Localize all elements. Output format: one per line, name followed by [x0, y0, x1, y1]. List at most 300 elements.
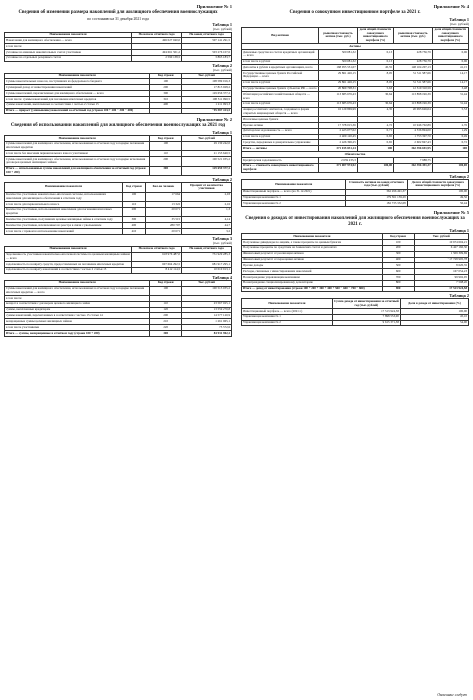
cell-value: 1,29: [432, 128, 468, 134]
row-label: задолженность по возврату накоплений в соответствии с частью 2 статьи 15: [5, 267, 132, 273]
cell-value: 300: [150, 330, 182, 336]
cell-value: 20 671: [145, 207, 181, 216]
row-label: Суммы накоплений для жилищного обеспечения, использованных в отчетном году в порядке исполнения договоров целевых жилищных займов: [5, 157, 150, 166]
cell-value: 16 129 869,99: [319, 107, 358, 116]
column-header: На конец отчетного года: [182, 32, 232, 38]
column-header: Стоимость активов на конец отчетного года (тыс. рублей): [346, 180, 407, 189]
cell-value: 7 898 553,00: [332, 314, 400, 320]
cell-value: 400: [123, 223, 146, 229]
cell-value: 113 685 676,43: [319, 92, 358, 101]
cell-value: 4,14: [182, 217, 232, 223]
table-number: Таблица 1: [212, 129, 232, 135]
cell-value: 13 322: [145, 201, 181, 207]
row-label: Итого — суммы, возвращенные в отчетном году (строки 100 + 200): [5, 330, 150, 336]
cell-value: 168 955 551,07: [319, 65, 358, 71]
row-label: Вознаграждение управляющим компаниям: [242, 274, 383, 280]
table-number: Таблица 3: [212, 235, 232, 241]
table-number: Таблица 2: [449, 174, 469, 180]
cell-value: −17 728 905,78: [414, 257, 468, 263]
row-label: в том числе участниками: [5, 325, 150, 331]
cell-value: 35 515: [145, 217, 181, 223]
row-label: учтенные на отдельных резервных счетах: [5, 55, 132, 61]
table-row: [5, 108, 232, 114]
row-label: задолженность по возврату средств, предоставленных на погашение ипотечных кредитов: [5, 262, 132, 268]
row-label: Дебиторская задолженность — всего: [242, 128, 319, 134]
right-column: [241, 4, 469, 326]
data-table: [241, 298, 469, 326]
cell-value: 731 929 285,3: [182, 252, 232, 261]
cell-value: 99 992,95: [414, 274, 468, 280]
cell-value: −95 587 413,5: [182, 108, 232, 114]
cell-value: 228 756,79: [394, 50, 433, 59]
cell-value: 182 735 332,08: [346, 201, 407, 207]
cell-value: 179 561 159,29: [346, 195, 407, 201]
section-label: Обязательства: [242, 152, 469, 158]
cell-value: 0,06: [432, 59, 468, 65]
section-title: Сведения об использовании накоплений для жилищного обеспечения военнослужащих за 2021 год: [10, 123, 226, 129]
cell-value: 362 396 491,37: [394, 163, 433, 172]
row-label: Средства, переданные в доверительное управление: [242, 140, 319, 146]
row-label: Итого — доход от инвестирования (строки 100 + 200 + 300 + 400 + 500 − 600 − 700 − 800): [242, 286, 383, 292]
row-label: Управляющая компания № 2: [242, 320, 333, 326]
portfolio-table: [241, 27, 469, 174]
appendix-label: Приложение № 4: [433, 4, 469, 9]
column-header: Наименование показателя: [5, 73, 150, 79]
table-row: [5, 286, 232, 295]
cell-value: 14 577 120,9: [182, 313, 232, 319]
table-number: Таблица 2: [212, 177, 232, 183]
cell-value: 7 598,20: [414, 280, 468, 286]
cell-value: 700: [382, 274, 414, 280]
data-table: [4, 182, 232, 235]
row-label: Итого — использованные суммы накоплений для жилищного обеспечения за отчетный год (строки 100 + 200): [5, 166, 150, 175]
table-number: Таблица 1: [449, 228, 469, 234]
cell-value: 2 426 396,25: [319, 140, 358, 146]
cell-value: 0,49: [432, 134, 468, 140]
row-label: возврат в соответствии с договором целевого жилищного займа: [5, 301, 150, 307]
cell-value: 371 007 974,92: [319, 163, 358, 172]
column-header: Доля в доходе от инвестирования (%): [400, 299, 468, 308]
cell-value: 10 674 604,21: [414, 240, 468, 246]
table-header-row: [242, 180, 469, 189]
table-header-row: [242, 299, 469, 308]
table-row: [5, 141, 232, 150]
row-label: Расходы, связанные с инвестированием накоплений: [242, 269, 383, 275]
cell-value: 494 661 501,2: [132, 50, 182, 56]
row-label: Количество участников, использовавших накопления для погашения ипотечных кредитов: [5, 207, 123, 216]
row-label: Депозиты в рублях в кредитных организациях, всего: [242, 65, 319, 71]
table-number: Таблица 2: [212, 62, 232, 68]
column-header: Код строки: [123, 183, 146, 192]
cell-value: 8,05: [357, 71, 393, 80]
table-unit: (тыс. рублей): [449, 21, 469, 26]
cell-value: 23 567 025,1: [182, 301, 232, 307]
row-label: Полученные дивиденды по акциям, а также проценты по ценным бумагам: [242, 240, 383, 246]
column-header: Код строки: [382, 234, 414, 240]
cell-value: 17 513 924,58: [332, 308, 400, 314]
cell-value: 4,72: [357, 122, 393, 128]
cell-value: 600: [382, 269, 414, 275]
row-label: в том числе:: [5, 296, 150, 302]
column-header: Наименование показателя: [242, 234, 383, 240]
table-row: [5, 330, 232, 336]
cell-value: 108 589 016,3: [182, 79, 232, 85]
cell-value: 0,72: [432, 140, 468, 146]
row-label: Количество участников, исключенных из реестра в связи с увольнением: [5, 223, 123, 229]
cell-value: 400: [382, 257, 414, 263]
data-table: [4, 246, 232, 274]
cell-value: 500 081,32: [319, 59, 358, 65]
cell-value: 607 664 292,5: [132, 262, 182, 268]
cell-value: 362 296 491,37: [346, 189, 407, 195]
table-number: Таблица 1: [212, 21, 232, 27]
section-label: Активы: [242, 44, 469, 50]
cell-value: 300: [382, 251, 414, 257]
cell-value: 9 615 371,58: [332, 320, 400, 326]
cell-value: 3,48: [432, 86, 468, 92]
table-row: [242, 92, 469, 101]
cell-value: 200: [150, 157, 182, 166]
table-row: [5, 157, 232, 166]
column-header: Тыс. рублей: [414, 234, 468, 240]
cell-value: 14,17: [432, 71, 468, 80]
cell-value: 0,65: [357, 134, 393, 140]
cell-value: 8 412 114,5: [132, 267, 182, 273]
row-label: Денежные средства на счетах кредитных организаций — всего: [242, 50, 319, 59]
cell-value: 300: [150, 166, 182, 175]
cell-value: 2 423 077,02: [319, 128, 358, 134]
cell-value: 100: [123, 192, 146, 201]
cell-value: 210: [150, 319, 182, 325]
table-row: [242, 107, 469, 116]
table-row: [5, 252, 232, 261]
cell-value: 400: [150, 102, 182, 108]
cell-value: 113 898 196,39: [394, 101, 433, 107]
column-header: Наименование показателя: [242, 299, 333, 308]
cell-value: 100 513 035,2: [182, 286, 232, 295]
cell-value: 31,44: [432, 92, 468, 101]
cell-value: 49,56: [407, 195, 468, 201]
column-header: Наименование показателя: [5, 183, 123, 192]
cell-value: 84 931 902,2: [182, 330, 232, 336]
row-label: суммы, выплаченные кредиторам: [5, 307, 150, 313]
table-number: Таблица 4: [212, 274, 232, 280]
row-label: суммы накоплений, выплаченных в соответствии с частью 2 статьи 15: [5, 102, 150, 108]
row-label: в том числе в рублях: [242, 59, 319, 65]
table-header-row: [242, 27, 469, 44]
cell-value: 500 081,32: [319, 50, 358, 59]
cell-value: 6 427 160,30: [414, 245, 468, 251]
cell-value: 0,13: [357, 59, 393, 65]
cell-value: 41,15: [432, 65, 468, 71]
cell-value: 51 511 587,66: [394, 80, 433, 86]
table-row: [242, 163, 469, 172]
column-header: рыночная стоимость актива (тыс. руб.): [319, 27, 358, 44]
row-label: Прочие активы: [242, 122, 319, 128]
row-label: в том числе с правом на использование накоплений: [5, 228, 123, 234]
column-header: Тыс. рублей: [182, 73, 232, 79]
cell-value: 2 602 847,43: [394, 140, 433, 146]
cell-value: 228 756,79: [394, 59, 433, 65]
column-header: Код строки: [150, 280, 182, 286]
cell-value: 10 946 702,89: [394, 122, 433, 128]
cell-value: 167 054,23: [414, 269, 468, 275]
cell-value: 17 378 015,36: [319, 122, 358, 128]
cell-value: 120: [150, 307, 182, 313]
row-label: в том числе:: [5, 44, 132, 50]
cell-value: 371 015 831,14: [319, 146, 358, 152]
table-row: [242, 50, 469, 59]
section-title: Сведения о совокупном инвестиционном портфеле за 2021 г.: [289, 10, 421, 15]
row-label: в том числе в рублях: [242, 101, 319, 107]
cell-value: 54,90: [400, 320, 468, 326]
table-row: [242, 201, 469, 207]
row-label: в том числе в рублях: [242, 134, 319, 140]
cell-value: 17 513 924,58: [414, 286, 468, 292]
appendix-label: Приложение № 1: [196, 4, 232, 9]
cell-value: 13 559 270,8: [182, 307, 232, 313]
row-label: учтенные на именных накопительных счетах участников: [5, 50, 132, 56]
cell-value: 2 409 120,45: [319, 134, 358, 140]
table-row: [5, 55, 232, 61]
cell-value: 31,44: [432, 101, 468, 107]
cell-value: 300: [150, 91, 182, 97]
cell-value: 10 010 913,1: [182, 267, 232, 273]
row-label: Задолженность участников накопительно-ипотечной системы по целевым жилищным займам — всего: [6, 252, 130, 260]
table-number: Таблица 1: [449, 16, 469, 22]
cell-value: 21 153 640,5: [182, 151, 232, 157]
cell-value: 110: [150, 151, 182, 157]
cell-value: 113 898 196,39: [394, 92, 433, 101]
cell-value: 1 261 965,1: [182, 319, 232, 325]
cell-value: 5,53: [432, 107, 468, 116]
cell-value: 108 511 990,5: [182, 96, 232, 102]
cell-value: 310: [150, 96, 182, 102]
cell-value: 800: [382, 280, 414, 286]
cell-value: 20 869 708,31: [319, 86, 358, 92]
row-label: Полученные проценты по средствам на банковских счетах и депозитах: [242, 245, 383, 251]
row-label: Итого — стоимость совокупного инвестиционного портфеля: [242, 163, 319, 172]
cell-value: 503 276 107,6: [182, 50, 232, 56]
row-label: в том числе в рублях: [242, 80, 319, 86]
cell-value: 30,64: [357, 101, 393, 107]
table-row: [242, 71, 469, 80]
cell-value: 5,63: [357, 86, 393, 92]
cell-value: 900: [382, 286, 414, 292]
cell-value: 2 590 138,5: [132, 55, 182, 61]
cell-value: 100,00: [400, 308, 468, 314]
column-header: рыночная стоимость актива (тыс. руб.): [394, 27, 433, 44]
data-table: [4, 32, 232, 62]
cell-value: 100: [150, 286, 182, 295]
table-unit: (тыс. рублей): [212, 240, 232, 245]
cell-value: 1 509 309,69: [414, 251, 468, 257]
cell-value: 100 521 035,2: [182, 157, 232, 166]
cell-value: 45,10: [400, 314, 468, 320]
cell-value: 507 141 291,5: [182, 38, 232, 44]
cell-value: [150, 108, 182, 114]
table-row: [242, 286, 469, 292]
row-label: Итого — активы: [242, 146, 319, 152]
cell-value: 50,44: [407, 201, 468, 207]
row-label: Количество участников, получивших целевые жилищные займы в отчетном году: [5, 217, 123, 223]
table-unit: (тыс. рублей): [212, 67, 232, 72]
cell-value: 4,35: [357, 107, 393, 116]
row-label: Суммарный доход от инвестирования накоплений: [5, 85, 150, 91]
row-label: возвращенные суммы целевых жилищных займов: [5, 319, 150, 325]
cell-value: 2 639 233,3: [319, 157, 358, 163]
cell-value: 45,55: [357, 65, 393, 71]
cell-value: 0,06: [432, 50, 468, 59]
row-label: Акции российских эмитентов, созданных в форме открытых акционерных обществ — всего: [242, 107, 319, 116]
cell-value: 17 664: [145, 192, 181, 201]
row-label: Суммы накоплений для жилищного обеспечения, использованных в отчетном году в порядке погашения ипотечных кредитов: [5, 141, 150, 150]
cell-value: 200: [382, 245, 414, 251]
cell-value: 2,76: [432, 122, 468, 128]
table-row: [5, 228, 232, 234]
cell-value: 44,7: [182, 223, 232, 229]
cell-value: 100: [357, 146, 393, 152]
row-label: Управляющая компания № 1: [242, 195, 346, 201]
left-column: [4, 4, 232, 337]
row-label: Ипотечные ценные бумаги: [242, 117, 319, 123]
cell-value: 113 685 676,43: [319, 101, 358, 107]
table-row: [5, 166, 232, 175]
cell-value: 129 656 377,2: [182, 91, 232, 97]
cell-value: 100: [432, 146, 468, 152]
cell-value: 110: [150, 301, 182, 307]
row-label: Финансовый результат от реализации активов: [242, 251, 383, 257]
column-header: Доля в общей стоимости совокупного инвестиционного портфеля (%): [407, 180, 468, 189]
cell-value: 100,00: [432, 163, 468, 172]
row-label: Облигации российских хозяйственных обществ — всего: [242, 92, 319, 101]
column-header: Код строки: [150, 135, 182, 141]
column-header: доля общей стоимости совокупного инвестиционного портфеля (%): [432, 27, 468, 44]
cell-value: 14,17: [432, 80, 468, 86]
cell-value: 681 917 295,1: [182, 262, 232, 268]
row-label: Государственные ценные бумаги Российской Федерации — всего: [242, 71, 319, 80]
data-table: [4, 135, 232, 176]
section-title: Сведения о доходах от инвестирования накоплений для жилищного обеспечения военнослужащих за 2021 г.: [245, 216, 465, 227]
cell-value: 410: [123, 228, 146, 234]
cell-value: 2,16: [182, 201, 232, 207]
cell-value: 29 861 426,15: [319, 80, 358, 86]
row-label: Суммы накопительных взносов, поступивших из федерального бюджета: [5, 79, 150, 85]
cell-value: 300: [123, 217, 146, 223]
cell-value: 30,64: [357, 92, 393, 101]
cell-value: 1,3: [182, 207, 232, 216]
data-table: [4, 280, 232, 337]
cell-value: 7 988,75: [394, 157, 433, 163]
cell-value: 100,00: [357, 163, 393, 172]
column-header: Наименование показателя: [5, 246, 132, 252]
cell-value: 2,03: [182, 192, 232, 201]
cell-value: 4 536 894,00: [394, 128, 433, 134]
cell-value: 0,13: [357, 50, 393, 59]
cell-value: 500: [382, 263, 414, 269]
cell-value: 220: [150, 325, 182, 331]
section-title: Сведения об изменении размера накоплений для жилищного обеспечения военнослужащих: [18, 10, 218, 15]
cell-value: 200: [150, 85, 182, 91]
cell-value: 29 861 426,15: [319, 71, 358, 80]
column-header: Вид активов: [242, 27, 319, 44]
column-header: Процент от количества участников: [182, 183, 232, 192]
data-table: [4, 73, 232, 115]
row-label: Суммы накоплений для жилищного обеспечения, использованных в отчетном году в порядке погашения ипотечных кредитов — всего: [5, 286, 150, 295]
cell-value: 8 620,35: [414, 263, 468, 269]
column-header: Тыс. рублей: [182, 135, 232, 141]
cell-value: 12 510 310,59: [394, 86, 433, 92]
table-header-row: [5, 183, 232, 192]
cell-value: 100,00: [407, 189, 468, 195]
cell-value: 20 095 626,04: [394, 107, 433, 116]
cell-value: 496 027 040,0: [132, 38, 182, 44]
row-label: суммы накоплений, перечисленных в соответствии с частью 15 статьи 14: [5, 313, 150, 319]
column-header: На начало отчетного года: [132, 246, 182, 252]
row-label: Итого — прирост (уменьшение) накоплений за отчетный год (строки 100 + 200 − 300 − 400): [5, 108, 150, 114]
row-label: Прочие доходы: [242, 263, 383, 269]
data-table: [241, 233, 469, 292]
table-row: [5, 207, 232, 216]
cell-value: 8,05: [357, 80, 393, 86]
cell-value: 20 671: [145, 228, 181, 234]
cell-value: 29 130 242,0: [182, 141, 232, 150]
column-header: Наименование показателя: [242, 180, 346, 189]
cell-value: 51 511 587,66: [394, 71, 433, 80]
table-row: [5, 267, 232, 273]
section-subtitle: по состоянию на 31 декабря 2021 года: [87, 16, 149, 21]
cell-value: 129 659 377,2: [182, 166, 232, 175]
cell-value: 362 396 691,95: [394, 146, 433, 152]
table-unit: (тыс. рублей): [212, 26, 232, 31]
row-label: в том числе без внесения первоначального взноса участником: [5, 151, 150, 157]
continuation-note: Окончание следует: [437, 693, 467, 697]
table-row: [242, 320, 469, 326]
table-row: [5, 192, 232, 201]
column-header: Тыс. рублей: [182, 280, 232, 286]
row-label: Инвестиционный портфель — всего (на 31.12.2021): [242, 189, 346, 195]
appendix-label: Приложение № 5: [433, 210, 469, 216]
cell-value: 3,2: [182, 228, 232, 234]
cell-value: 100: [382, 240, 414, 246]
row-label: Финансовый результат от переоценки активов: [242, 257, 383, 263]
cell-value: 110: [123, 201, 146, 207]
row-label: Вознаграждение специализированному депозитарию: [242, 280, 383, 286]
column-header: Наименование показателя: [5, 135, 150, 141]
cell-value: 75 572,6: [182, 325, 232, 331]
cell-value: 100: [150, 79, 182, 85]
cell-value: 200: [123, 207, 146, 216]
table-number: Таблица 2: [449, 293, 469, 299]
column-header: Сумма дохода от инвестирования за отчетный год (тыс. рублей): [333, 299, 399, 307]
cell-value: 1 753 397,70: [394, 134, 433, 140]
row-label: Управляющая компания № 1: [242, 314, 333, 320]
cell-value: 3 865 183,7: [182, 55, 232, 61]
column-header: Код строки: [150, 73, 182, 79]
row-label: в том числе: суммы накоплений для погашения ипотечных кредитов: [5, 96, 150, 102]
cell-value: 148 104 207,13: [394, 65, 433, 71]
cell-value: 618 976 487,0: [132, 252, 182, 261]
column-header: Наименование показателя: [5, 280, 150, 286]
cell-value: 100: [150, 141, 182, 150]
cell-value: 0,65: [357, 140, 393, 146]
row-label: Инвестиционный портфель — всего (2021 г.): [242, 308, 333, 314]
column-header: На начало отчетного года: [132, 32, 182, 38]
column-header: доля общей стоимости совокупного инвестиционного портфеля (%): [357, 27, 393, 44]
cell-value: 0,71: [357, 128, 393, 134]
column-header: На конец отчетного года: [182, 246, 232, 252]
row-label: Управляющая компания № 2: [242, 201, 346, 207]
